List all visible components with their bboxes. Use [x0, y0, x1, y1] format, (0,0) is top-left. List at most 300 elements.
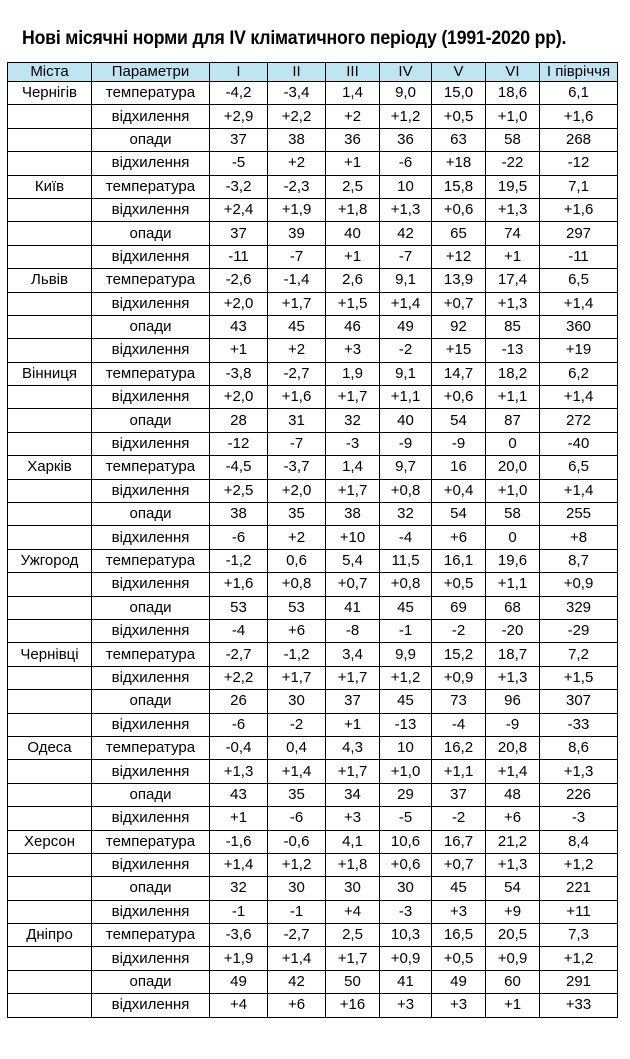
table-row [8, 853, 618, 876]
value-cell: +4 [326, 900, 380, 923]
value-cell: +0,6 [432, 386, 486, 409]
table-row [8, 713, 618, 736]
value-cell: -33 [540, 713, 618, 736]
value-cell: 30 [268, 690, 326, 713]
value-cell: +0,9 [380, 947, 432, 970]
value-cell: -1,6 [210, 830, 268, 853]
value-cell: 45 [380, 596, 432, 619]
value-cell: 32 [210, 877, 268, 900]
table-row [8, 877, 618, 900]
value-cell: 17,4 [486, 269, 540, 292]
value-cell: +3 [326, 339, 380, 362]
value-cell: 45 [380, 690, 432, 713]
city-cell-empty [8, 292, 92, 315]
value-cell: +0,8 [268, 573, 326, 596]
value-cell: +0,9 [432, 666, 486, 689]
value-cell: +1,4 [268, 947, 326, 970]
value-cell: +18 [432, 152, 486, 175]
value-cell: -13 [380, 713, 432, 736]
table-row [8, 479, 618, 502]
column-header: IV [380, 63, 432, 82]
value-cell: +1,0 [380, 760, 432, 783]
city-cell-empty [8, 877, 92, 900]
city-cell-empty [8, 152, 92, 175]
parameter-label: температура [92, 456, 210, 479]
value-cell: -2 [432, 619, 486, 642]
city-cell-empty [8, 900, 92, 923]
city-cell-empty [8, 386, 92, 409]
value-cell: +2 [268, 526, 326, 549]
value-cell: -11 [540, 245, 618, 268]
city-cell-empty [8, 128, 92, 151]
value-cell: +1,2 [380, 105, 432, 128]
value-cell: -2 [268, 713, 326, 736]
table-row [8, 760, 618, 783]
city-cell-empty [8, 245, 92, 268]
value-cell: 4,3 [326, 736, 380, 759]
value-cell: 40 [380, 409, 432, 432]
value-cell: +9 [486, 900, 540, 923]
value-cell: 37 [326, 690, 380, 713]
climate-norms-table [7, 62, 618, 1018]
value-cell: -1,4 [268, 269, 326, 292]
value-cell: +1,4 [380, 292, 432, 315]
value-cell: 255 [540, 503, 618, 526]
value-cell: 20,8 [486, 736, 540, 759]
value-cell: +1,8 [326, 198, 380, 221]
value-cell: 49 [380, 315, 432, 338]
value-cell: 6,2 [540, 362, 618, 385]
value-cell: +0,6 [380, 853, 432, 876]
value-cell: 39 [268, 222, 326, 245]
parameter-label: відхилення [92, 526, 210, 549]
parameter-label: відхилення [92, 994, 210, 1017]
parameter-label: відхилення [92, 900, 210, 923]
value-cell: 0,4 [268, 736, 326, 759]
value-cell: +2,0 [210, 386, 268, 409]
city-name: Одеса [8, 736, 92, 759]
value-cell: +1 [326, 713, 380, 736]
value-cell: +4 [210, 994, 268, 1017]
value-cell: +2,2 [210, 666, 268, 689]
value-cell: 73 [432, 690, 486, 713]
value-cell: -3,8 [210, 362, 268, 385]
value-cell: 7,3 [540, 924, 618, 947]
value-cell: -4 [432, 713, 486, 736]
value-cell: 272 [540, 409, 618, 432]
table-row [8, 666, 618, 689]
value-cell: 29 [380, 783, 432, 806]
value-cell: 30 [268, 877, 326, 900]
value-cell: 30 [326, 877, 380, 900]
value-cell: 54 [486, 877, 540, 900]
value-cell: +2,9 [210, 105, 268, 128]
value-cell: -4 [380, 526, 432, 549]
value-cell: +1,7 [326, 947, 380, 970]
parameter-label: опади [92, 783, 210, 806]
parameter-label: відхилення [92, 666, 210, 689]
table-row [8, 386, 618, 409]
value-cell: 34 [326, 783, 380, 806]
value-cell: +10 [326, 526, 380, 549]
value-cell: -29 [540, 619, 618, 642]
table-row [8, 503, 618, 526]
value-cell: 1,4 [326, 82, 380, 105]
value-cell: 0 [486, 432, 540, 455]
value-cell: 8,6 [540, 736, 618, 759]
value-cell: -6 [268, 807, 326, 830]
value-cell: +2 [268, 152, 326, 175]
city-cell-empty [8, 783, 92, 806]
value-cell: 37 [432, 783, 486, 806]
value-cell: 38 [210, 503, 268, 526]
city-cell-empty [8, 198, 92, 221]
value-cell: +15 [432, 339, 486, 362]
value-cell: 26 [210, 690, 268, 713]
column-header: V [432, 63, 486, 82]
value-cell: 21,2 [486, 830, 540, 853]
table-row [8, 245, 618, 268]
city-cell-empty [8, 339, 92, 362]
value-cell: 10,3 [380, 924, 432, 947]
parameter-label: відхилення [92, 432, 210, 455]
value-cell: 49 [210, 970, 268, 993]
value-cell: 46 [326, 315, 380, 338]
value-cell: +1 [326, 152, 380, 175]
city-cell-empty [8, 807, 92, 830]
value-cell: -8 [326, 619, 380, 642]
parameter-label: опади [92, 596, 210, 619]
city-cell-empty [8, 994, 92, 1017]
parameter-label: опади [92, 877, 210, 900]
parameter-label: відхилення [92, 947, 210, 970]
value-cell: +6 [268, 994, 326, 1017]
value-cell: 8,4 [540, 830, 618, 853]
value-cell: +19 [540, 339, 618, 362]
value-cell: +1,2 [268, 853, 326, 876]
value-cell: -2,7 [268, 924, 326, 947]
city-cell-empty [8, 432, 92, 455]
value-cell: -20 [486, 619, 540, 642]
parameter-label: відхилення [92, 713, 210, 736]
value-cell: +6 [486, 807, 540, 830]
value-cell: -11 [210, 245, 268, 268]
value-cell: -4,2 [210, 82, 268, 105]
table-row [8, 690, 618, 713]
parameter-label: температура [92, 549, 210, 572]
column-header: VI [486, 63, 540, 82]
value-cell: +1,3 [380, 198, 432, 221]
table-row [8, 292, 618, 315]
value-cell: 58 [486, 503, 540, 526]
value-cell: 41 [380, 970, 432, 993]
value-cell: +0,9 [486, 947, 540, 970]
value-cell: 0 [486, 526, 540, 549]
value-cell: +1,4 [540, 479, 618, 502]
value-cell: +1,1 [380, 386, 432, 409]
value-cell: +3 [380, 994, 432, 1017]
value-cell: +0,7 [432, 292, 486, 315]
parameter-label: температура [92, 736, 210, 759]
value-cell: +1,3 [486, 198, 540, 221]
city-name: Дніпро [8, 924, 92, 947]
value-cell: 96 [486, 690, 540, 713]
page-title: Нові місячні норми для IV кліматичного періоду (1991-2020 рр). [22, 28, 567, 49]
value-cell: 297 [540, 222, 618, 245]
parameter-label: відхилення [92, 339, 210, 362]
value-cell: +1,6 [210, 573, 268, 596]
table-row [8, 994, 618, 1017]
table-row [8, 736, 618, 759]
value-cell: +1,7 [268, 666, 326, 689]
value-cell: +1,7 [326, 386, 380, 409]
table-row [8, 409, 618, 432]
value-cell: +33 [540, 994, 618, 1017]
value-cell: 36 [380, 128, 432, 151]
parameter-label: відхилення [92, 807, 210, 830]
table-row [8, 198, 618, 221]
value-cell: -3 [326, 432, 380, 455]
table-row [8, 573, 618, 596]
value-cell: +1,3 [486, 853, 540, 876]
value-cell: 35 [268, 503, 326, 526]
value-cell: +2 [326, 105, 380, 128]
value-cell: +8 [540, 526, 618, 549]
value-cell: 58 [486, 128, 540, 151]
parameter-label: опади [92, 128, 210, 151]
value-cell: -3,4 [268, 82, 326, 105]
value-cell: 16,1 [432, 549, 486, 572]
parameter-label: температура [92, 643, 210, 666]
value-cell: 65 [432, 222, 486, 245]
value-cell: 1,9 [326, 362, 380, 385]
value-cell: +1,1 [486, 386, 540, 409]
parameter-label: відхилення [92, 853, 210, 876]
value-cell: 19,6 [486, 549, 540, 572]
table-row [8, 82, 618, 105]
value-cell: -4,5 [210, 456, 268, 479]
city-cell-empty [8, 105, 92, 128]
value-cell: +2,2 [268, 105, 326, 128]
table-row [8, 807, 618, 830]
value-cell: 41 [326, 596, 380, 619]
table-row [8, 339, 618, 362]
value-cell: +1 [486, 245, 540, 268]
value-cell: 6,5 [540, 456, 618, 479]
table-row [8, 315, 618, 338]
city-name: Чернігів [8, 82, 92, 105]
value-cell: +0,7 [432, 853, 486, 876]
value-cell: 49 [432, 970, 486, 993]
value-cell: 68 [486, 596, 540, 619]
parameter-label: відхилення [92, 619, 210, 642]
value-cell: +1,7 [326, 760, 380, 783]
value-cell: 360 [540, 315, 618, 338]
parameter-label: відхилення [92, 198, 210, 221]
value-cell: 18,2 [486, 362, 540, 385]
value-cell: 14,7 [432, 362, 486, 385]
value-cell: 69 [432, 596, 486, 619]
value-cell: -6 [210, 713, 268, 736]
value-cell: +3 [432, 900, 486, 923]
value-cell: -2,7 [210, 643, 268, 666]
value-cell: 15,8 [432, 175, 486, 198]
value-cell: -2 [432, 807, 486, 830]
value-cell: 43 [210, 315, 268, 338]
value-cell: 42 [380, 222, 432, 245]
value-cell: 30 [380, 877, 432, 900]
value-cell: 31 [268, 409, 326, 432]
value-cell: +1,1 [486, 573, 540, 596]
column-header: Міста [8, 63, 92, 82]
value-cell: 291 [540, 970, 618, 993]
value-cell: +1,7 [268, 292, 326, 315]
value-cell: 329 [540, 596, 618, 619]
value-cell: +0,5 [432, 105, 486, 128]
value-cell: 16,5 [432, 924, 486, 947]
parameter-label: відхилення [92, 292, 210, 315]
value-cell: -5 [380, 807, 432, 830]
value-cell: -12 [540, 152, 618, 175]
city-cell-empty [8, 596, 92, 619]
parameter-label: опади [92, 970, 210, 993]
value-cell: +0,4 [432, 479, 486, 502]
value-cell: 268 [540, 128, 618, 151]
column-header: I [210, 63, 268, 82]
parameter-label: відхилення [92, 760, 210, 783]
value-cell: +1,4 [540, 292, 618, 315]
table-row [8, 432, 618, 455]
parameter-label: опади [92, 409, 210, 432]
city-cell-empty [8, 690, 92, 713]
value-cell: +1,3 [486, 292, 540, 315]
value-cell: 87 [486, 409, 540, 432]
value-cell: +1,6 [268, 386, 326, 409]
value-cell: +1,6 [540, 198, 618, 221]
value-cell: 45 [268, 315, 326, 338]
value-cell: -9 [432, 432, 486, 455]
value-cell: +1,3 [210, 760, 268, 783]
parameter-label: температура [92, 830, 210, 853]
value-cell: +2,0 [210, 292, 268, 315]
value-cell: +0,6 [432, 198, 486, 221]
city-name: Ужгород [8, 549, 92, 572]
value-cell: +3 [432, 994, 486, 1017]
table-row [8, 456, 618, 479]
value-cell: 1,4 [326, 456, 380, 479]
table-row [8, 900, 618, 923]
value-cell: -9 [486, 713, 540, 736]
column-header: Параметри [92, 63, 210, 82]
value-cell: 38 [268, 128, 326, 151]
value-cell: +2,0 [268, 479, 326, 502]
value-cell: +1,4 [540, 386, 618, 409]
city-cell-empty [8, 479, 92, 502]
city-name: Вінниця [8, 362, 92, 385]
table-row [8, 549, 618, 572]
value-cell: +0,5 [432, 573, 486, 596]
city-cell-empty [8, 503, 92, 526]
value-cell: -22 [486, 152, 540, 175]
value-cell: 9,1 [380, 269, 432, 292]
value-cell: +16 [326, 994, 380, 1017]
value-cell: +1 [210, 807, 268, 830]
parameter-label: температура [92, 269, 210, 292]
value-cell: 15,2 [432, 643, 486, 666]
value-cell: -2 [380, 339, 432, 362]
value-cell: +1,8 [326, 853, 380, 876]
value-cell: +1 [486, 994, 540, 1017]
value-cell: 2,6 [326, 269, 380, 292]
table-row [8, 783, 618, 806]
value-cell: -0,4 [210, 736, 268, 759]
city-cell-empty [8, 666, 92, 689]
value-cell: -3 [380, 900, 432, 923]
value-cell: 9,9 [380, 643, 432, 666]
table-row [8, 152, 618, 175]
column-header: II [268, 63, 326, 82]
value-cell: +1,4 [210, 853, 268, 876]
value-cell: 18,7 [486, 643, 540, 666]
value-cell: 10 [380, 736, 432, 759]
value-cell: 53 [210, 596, 268, 619]
value-cell: -7 [268, 245, 326, 268]
parameter-label: температура [92, 924, 210, 947]
value-cell: 50 [326, 970, 380, 993]
value-cell: 9,7 [380, 456, 432, 479]
value-cell: 0,6 [268, 549, 326, 572]
table-row [8, 269, 618, 292]
value-cell: -40 [540, 432, 618, 455]
city-cell-empty [8, 573, 92, 596]
column-header: III [326, 63, 380, 82]
header-row [8, 63, 618, 82]
value-cell: -6 [380, 152, 432, 175]
value-cell: 15,0 [432, 82, 486, 105]
value-cell: -1 [210, 900, 268, 923]
table-row [8, 526, 618, 549]
value-cell: -3,7 [268, 456, 326, 479]
parameter-label: відхилення [92, 386, 210, 409]
value-cell: 37 [210, 222, 268, 245]
value-cell: -12 [210, 432, 268, 455]
table-row [8, 924, 618, 947]
value-cell: 53 [268, 596, 326, 619]
value-cell: +1,6 [540, 105, 618, 128]
value-cell: 48 [486, 783, 540, 806]
value-cell: +11 [540, 900, 618, 923]
value-cell: 54 [432, 409, 486, 432]
value-cell: 28 [210, 409, 268, 432]
table-row [8, 362, 618, 385]
value-cell: -6 [210, 526, 268, 549]
value-cell: +1,2 [540, 853, 618, 876]
value-cell: +1,7 [326, 479, 380, 502]
value-cell: -7 [380, 245, 432, 268]
value-cell: 6,1 [540, 82, 618, 105]
value-cell: 45 [432, 877, 486, 900]
parameter-label: температура [92, 362, 210, 385]
value-cell: +1,4 [268, 760, 326, 783]
value-cell: -0,6 [268, 830, 326, 853]
table-body [8, 82, 618, 1018]
value-cell: -1,2 [210, 549, 268, 572]
value-cell: -2,3 [268, 175, 326, 198]
parameter-label: відхилення [92, 479, 210, 502]
value-cell: +0,8 [380, 573, 432, 596]
value-cell: +1,5 [326, 292, 380, 315]
value-cell: +12 [432, 245, 486, 268]
